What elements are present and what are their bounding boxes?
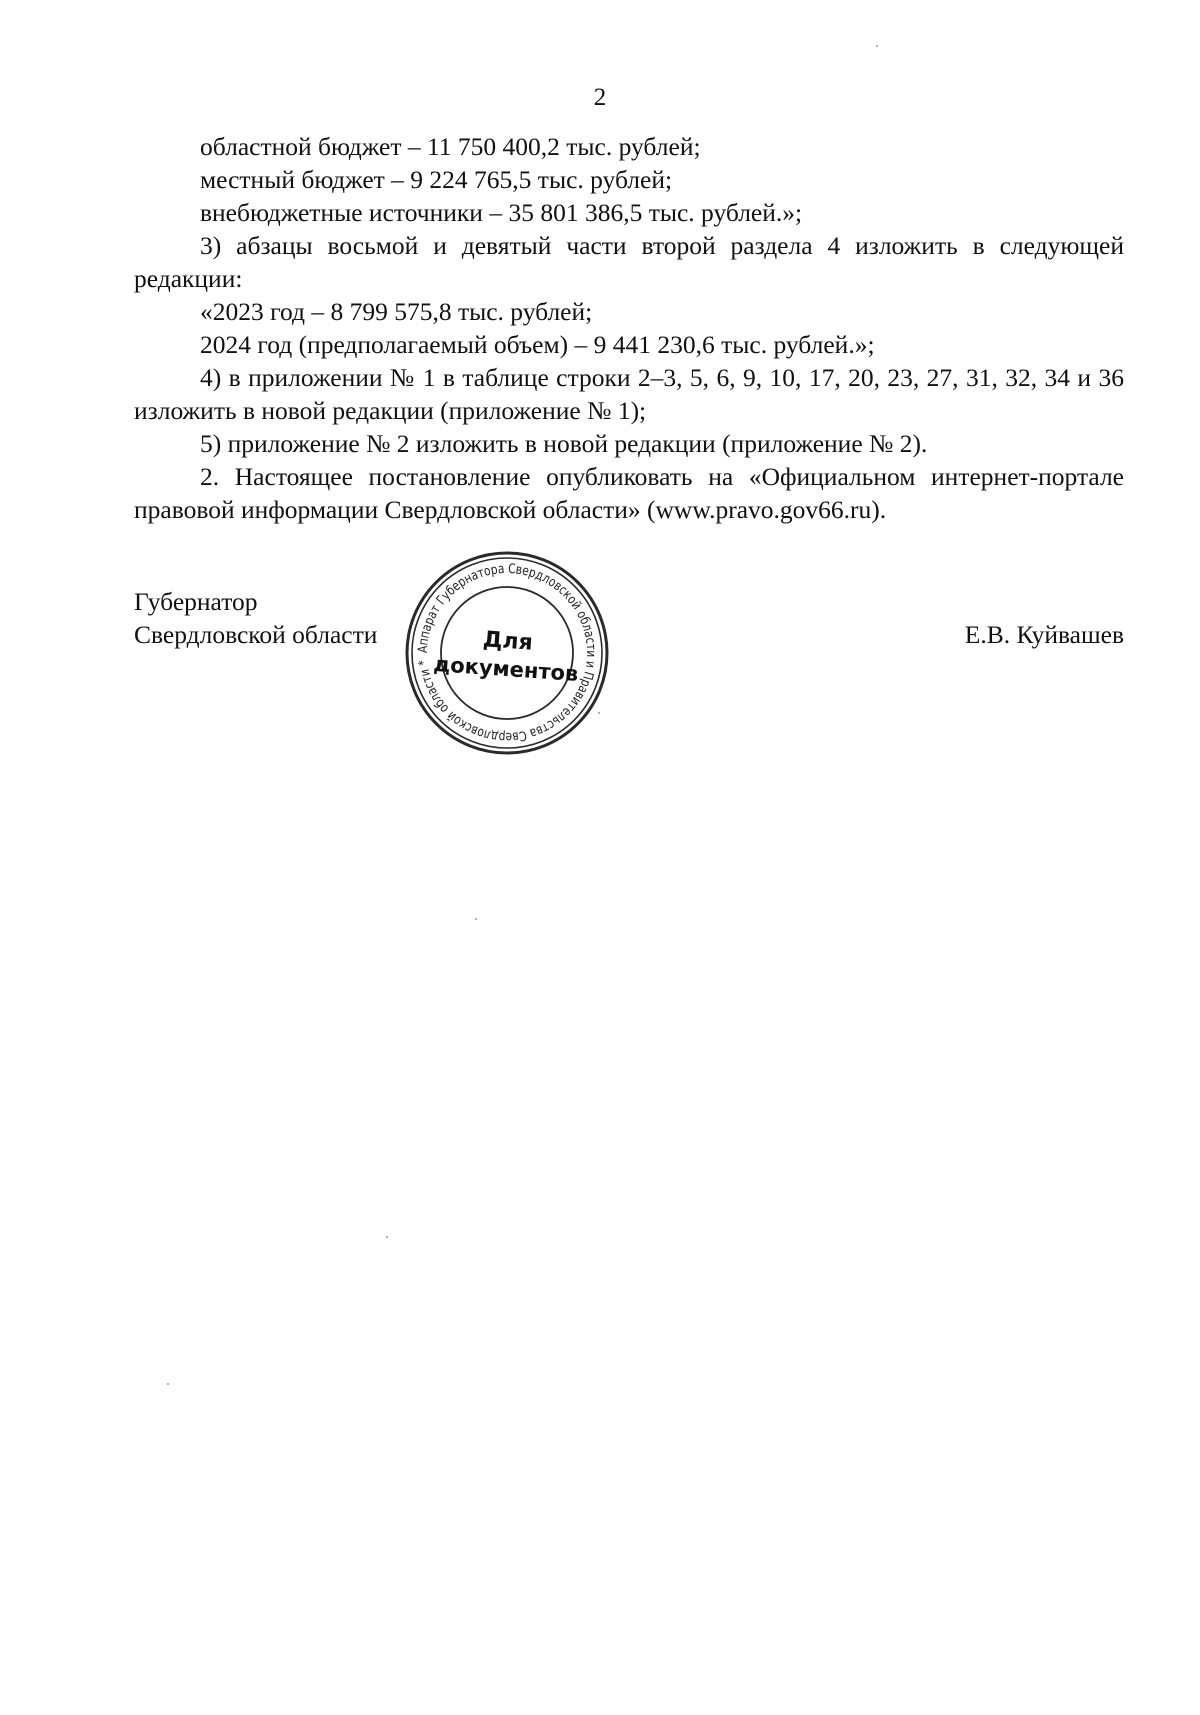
stamp-center-line-1: Для (482, 627, 534, 656)
stamp-center-line-2: документов (432, 651, 580, 686)
page-number: 2 (593, 84, 607, 111)
scan-speck (167, 1383, 169, 1385)
paragraph-item-4: 4) в приложении № 1 в таблице строки 2–3, 5, 6, 9, 10, 17, 20, 23, 27, 31, 32, 34 и 36 изложить в новой редакции (приложение № 1); (134, 363, 1124, 425)
document-body (134, 130, 1124, 526)
position-line-1: Губернатор (134, 587, 258, 616)
paragraph-publication: 2. Настоящее постановление опубликовать на «Официальном интернет-портале правовой информации Свердловской области» (www.pravo.gov66.ru). (134, 462, 1124, 524)
paragraph-item-5: 5) приложение № 2 изложить в новой редакции (приложение № 2). (200, 429, 928, 458)
paragraph-year-2023: «2023 год – 8 799 575,8 тыс. рублей; (200, 297, 593, 326)
scan-speck (876, 45, 878, 47)
official-stamp (402, 548, 612, 758)
paragraph-item-3: 3) абзацы восьмой и девятый части второй раздела 4 изложить в следующей редакции: (134, 231, 1124, 293)
scan-speck (598, 712, 600, 714)
paragraph-regional-budget: областной бюджет – 11 750 400,2 тыс. рублей; (200, 132, 701, 161)
position-line-2: Свердловской области (134, 620, 378, 649)
stamp-ring-text: Аппарат Губернатора Свердловской области и Правительства Свердловской области * (415, 561, 599, 745)
signatory-position (134, 585, 377, 651)
scan-speck (386, 1236, 388, 1238)
signatory-name: Е.В. Куйвашев (964, 620, 1124, 649)
scan-speck (475, 918, 477, 920)
paragraph-year-2024: 2024 год (предполагаемый объем) – 9 441 230,6 тыс. рублей.»; (200, 330, 875, 359)
paragraph-extrabudgetary: внебюджетные источники – 35 801 386,5 тыс. рублей.»; (200, 198, 803, 227)
paragraph-local-budget: местный бюджет – 9 224 765,5 тыс. рублей; (200, 165, 673, 194)
